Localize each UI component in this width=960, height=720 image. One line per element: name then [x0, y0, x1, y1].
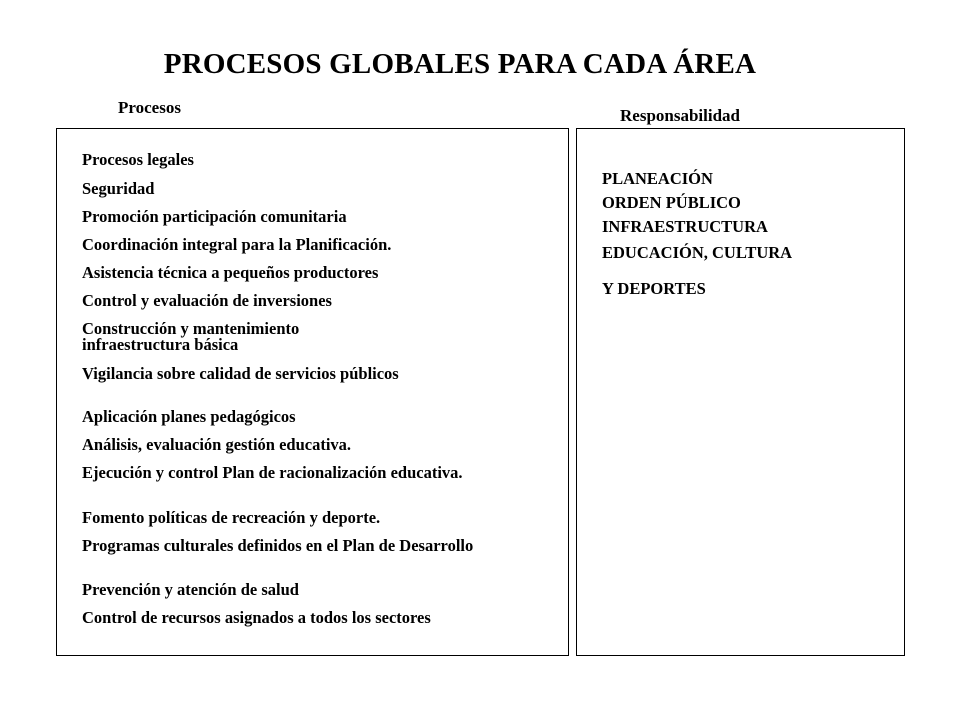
list-item: Programas culturales definidos en el Plan de Desarrollo: [82, 536, 474, 555]
list-item: Seguridad: [82, 179, 155, 198]
list-item: Coordinación integral para la Planificación.: [82, 235, 392, 254]
list-item: Procesos legales: [82, 150, 194, 169]
list-item: Control de recursos asignados a todos los sectores: [82, 608, 431, 627]
responsabilidad-column-label: Responsabilidad: [620, 106, 740, 125]
list-item: Promoción participación comunitaria: [82, 207, 347, 226]
list-item: PLANEACIÓN: [602, 169, 713, 188]
list-item: Fomento políticas de recreación y deporte.: [82, 508, 381, 527]
list-item: Prevención y atención de salud: [82, 580, 299, 599]
list-item: Construcción y mantenimiento infraestructura básica: [82, 319, 300, 354]
list-item: Control y evaluación de inversiones: [82, 291, 332, 310]
list-item: Y DEPORTES: [602, 279, 706, 298]
page-title: PROCESOS GLOBALES PARA CADA ÁREA: [163, 48, 757, 80]
list-item: INFRAESTRUCTURA: [602, 217, 768, 236]
list-item: Asistencia técnica a pequeños productores: [82, 263, 379, 282]
list-item: ORDEN PÚBLICO: [602, 193, 741, 212]
list-item: Vigilancia sobre calidad de servicios públicos: [82, 364, 399, 383]
list-item: EDUCACIÓN, CULTURA: [602, 243, 793, 262]
procesos-column-label: Procesos: [118, 98, 181, 117]
list-item: Aplicación planes pedagógicos: [82, 407, 296, 426]
list-item: Ejecución y control Plan de racionalización educativa.: [82, 463, 463, 482]
list-item: Análisis, evaluación gestión educativa.: [82, 435, 352, 454]
